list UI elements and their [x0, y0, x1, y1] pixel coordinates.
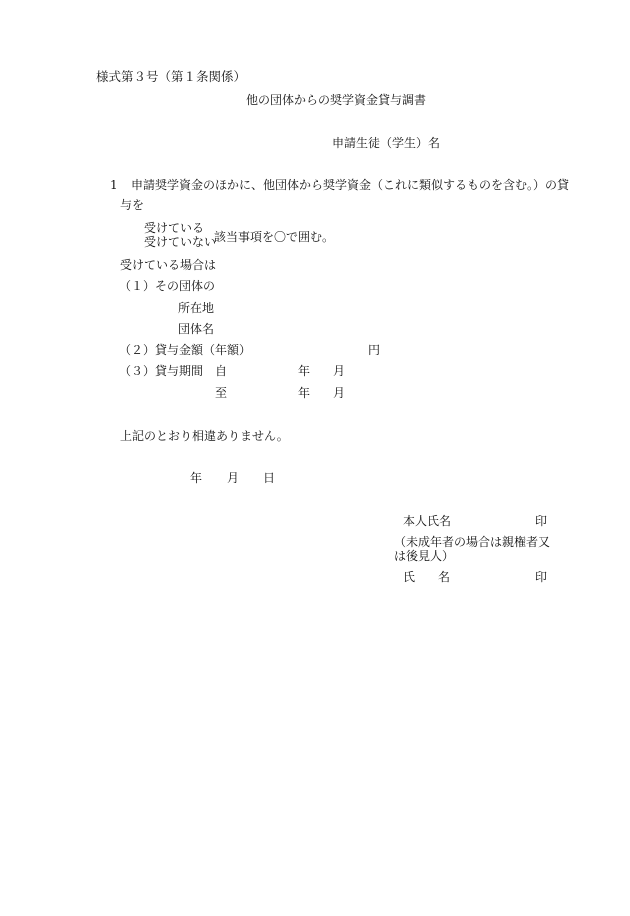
item1-text-line1: 申請奨学資金のほかに、他団体から奨学資金（これに類似するものを含む。）の貸 [131, 178, 570, 192]
yen-unit: 円 [368, 343, 381, 357]
guardian-note-line1: （未成年者の場合は親権者又 [394, 535, 551, 549]
sub3-number: （３） [119, 364, 156, 378]
principal-seal: 印 [535, 514, 548, 528]
document-title: 他の団体からの奨学資金貸与調書 [246, 93, 427, 107]
guardian-name-label-2: 名 [438, 570, 451, 584]
organization-name-label: 団体名 [178, 322, 215, 336]
date-day: 日 [263, 471, 276, 485]
guardian-note-line2: は後見人） [394, 549, 455, 563]
date-year: 年 [190, 471, 203, 485]
form-number: 様式第３号（第１条関係） [96, 69, 247, 84]
item1-text-line2: 与を [120, 198, 145, 212]
period-to-label: 至 [215, 386, 228, 400]
option-receiving: 受けている [144, 221, 205, 235]
date-month: 月 [227, 471, 240, 485]
sub1-number: （１） [119, 279, 156, 293]
period-to-month: 月 [333, 386, 346, 400]
guardian-note [394, 535, 550, 563]
period-from-month: 月 [333, 364, 346, 378]
sub1-label: その団体の [155, 279, 216, 293]
declaration-text: 上記のとおり相違ありません。 [120, 429, 289, 443]
receiving-options [144, 221, 216, 249]
sub2-number: （２） [119, 343, 156, 357]
circle-instruction: 該当事項を〇で囲む。 [214, 230, 335, 244]
option-not-receiving: 受けていない [144, 235, 217, 249]
guardian-name-label-1: 氏 [403, 570, 416, 584]
organization-location-label: 所在地 [178, 301, 215, 315]
period-from-label: 自 [215, 364, 228, 378]
item1-number: 1 [110, 178, 118, 192]
loan-amount-label: 貸与金額（年額） [155, 343, 252, 357]
if-receiving-label: 受けている場合は [120, 258, 217, 272]
applicant-name-label: 申請生徒（学生）名 [332, 136, 441, 150]
principal-name-label: 本人氏名 [403, 514, 452, 528]
period-to-year: 年 [298, 386, 311, 400]
period-from-year: 年 [298, 364, 311, 378]
guardian-seal: 印 [535, 570, 548, 584]
loan-period-label: 貸与期間 [155, 364, 204, 378]
